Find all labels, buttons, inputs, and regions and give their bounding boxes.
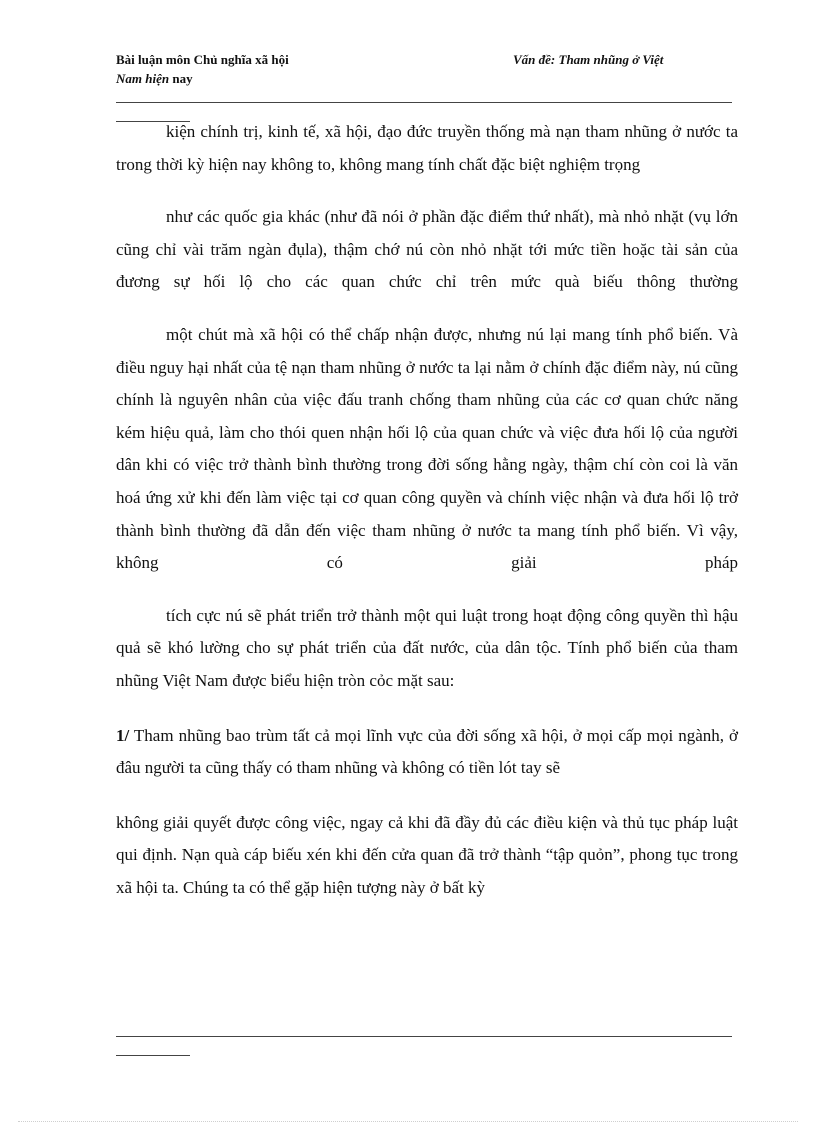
list-item-number: 1/ xyxy=(116,725,130,745)
header-divider xyxy=(116,102,732,103)
header-course-line2-italic: Nam hiện xyxy=(116,71,170,86)
header-course-line2-rest: nay xyxy=(169,71,193,86)
header-topic: Vấn đề: Tham nhũng ở Việt xyxy=(513,52,664,67)
header-course-line1: Bài luận môn Chủ nghĩa xã hội xyxy=(116,52,289,67)
paragraph-1: kiện chính trị, kinh tế, xã hội, đạo đức truyền thống mà nạn tham nhũng ở nước ta trong thời kỳ hiện nay không to, không mang tính chất đặc biệt nghiệm trọng xyxy=(116,122,738,174)
list-item-1 xyxy=(116,720,738,785)
body-text xyxy=(116,116,738,904)
header-course-line2 xyxy=(116,69,289,88)
paragraph-4: tích cực nú sẽ phát triển trở thành một qui luật trong hoạt động công quyền thì hậu quả sẽ khó lường cho sự phát triển của đất nước, của dân tộc. Tính phổ biến của tham nhũng Việt Nam được biểu hiện tròn cỏc mặt sau: xyxy=(116,605,738,690)
paragraph-5: không giải quyết được công việc, ngay cả khi đã đầy đủ các điều kiện và thủ tục pháp luật qui định. Nạn quà cáp biếu xén khi đến cửa quan đã trở thành “tập quỏn”, phong tục trong xã hội ta. Chúng ta có thể gặp hiện tượng này ở bất kỳ xyxy=(116,812,738,897)
footer-divider xyxy=(116,1036,732,1037)
paragraph-3: một chút mà xã hội có thể chấp nhận được, nhưng nú lại mang tính phổ biến. Và điều nguy hại nhất của tệ nạn tham nhũng ở nước ta lại nằm ở chính đặc điểm này, nú cũng chính là nguyên nhân của việc đấu tranh chống tham nhũng của các cơ quan chức năng kém hiệu quả, làm cho thói quen nhận hối lộ của quan chức và việc đưa hối lộ của người dân khi có việc trở thành bình thường trong đời sống hằng ngày, thậm chí còn coi là văn hoá ứng xử khi đến làm việc tại cơ quan công quyền và chính việc nhận và đưa hối lộ trở thành bình thường đã dẫn đến việc tham nhũng ở nước ta mang tính phổ biến. Vì vậy, không có giải pháp xyxy=(116,324,738,573)
header-course-title xyxy=(116,50,289,88)
footer-divider-tail xyxy=(116,1055,190,1056)
page-bottom-edge xyxy=(18,1121,798,1122)
paragraph-2: như các quốc gia khác (như đã nói ở phần đặc điểm thứ nhất), mà nhỏ nhặt (vụ lớn cũng chỉ vài trăm ngàn đụla), thậm chớ nú còn nhỏ nhặt tới mức tiền hoặc tài sản của đương sự hối lộ cho các quan chức chỉ trên mức quà biếu thông thường xyxy=(116,207,738,292)
list-item-text: Tham nhũng bao trùm tất cả mọi lĩnh vực của đời sống xã hội, ở mọi cấp mọi ngành, ở đâu người ta cũng thấy có tham nhũng và không có tiền lót tay sẽ xyxy=(116,725,738,778)
